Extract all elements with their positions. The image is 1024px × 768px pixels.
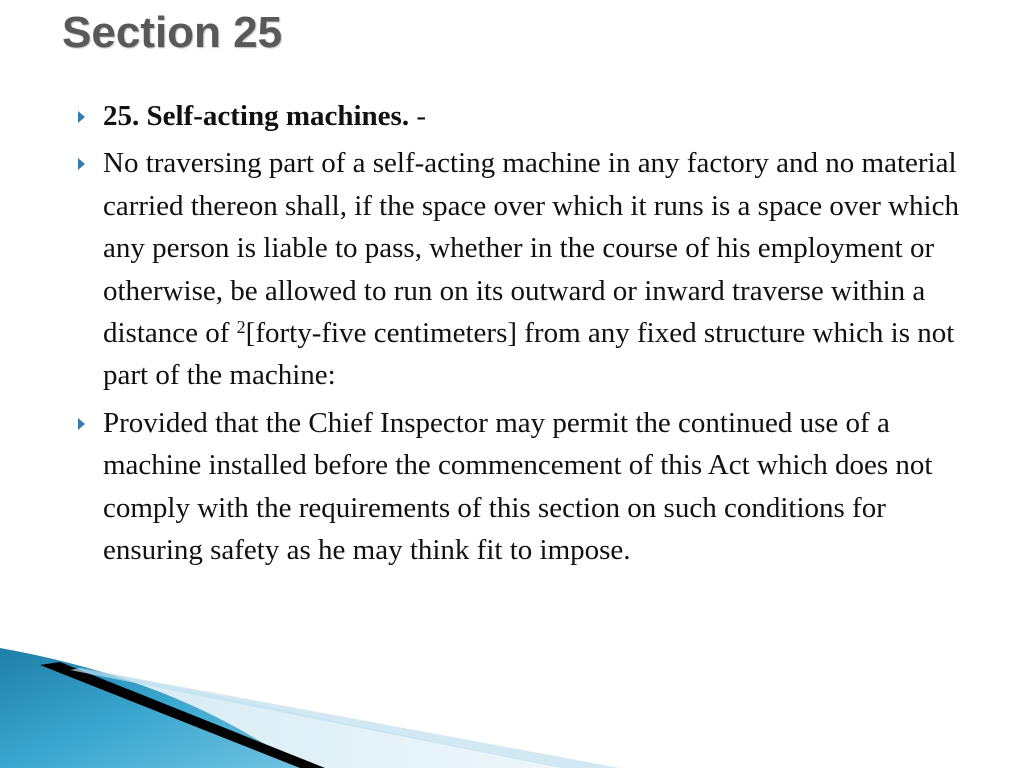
bullet-item-main-rule bbox=[70, 142, 970, 396]
bullet-item-proviso bbox=[70, 402, 970, 572]
bullet-item-section-heading bbox=[70, 95, 970, 137]
triangle-bullet-icon bbox=[78, 418, 85, 430]
proviso-text: Provided that the Chief Inspector may permit the continued use of a machine installed before the commencement of this Act which does not comply with the requirements of this section on such conditions for ensuring safety as he may think fit to impose. bbox=[103, 406, 933, 567]
triangle-bullet-icon bbox=[78, 158, 85, 170]
main-rule-text-continued: [forty-five centimeters] from any fixed structure which is not part of the machine: bbox=[103, 317, 955, 392]
section-heading-text: 25. Self-acting machines. bbox=[103, 100, 410, 132]
main-rule-text: No traversing part of a self-acting machine in any factory and no material carried thereon shall, if the space over which it runs is a space over which any person is liable to pass, whether in the course of his employment or otherwise, be allowed to run on its outward or inward traverse within a distance of bbox=[103, 147, 959, 350]
footnote-reference: 2 bbox=[236, 317, 246, 338]
triangle-bullet-icon bbox=[78, 111, 85, 123]
corner-swoosh-decoration bbox=[0, 640, 1024, 768]
section-heading-dash: - bbox=[409, 100, 427, 132]
slide-title: Section 25 bbox=[62, 8, 283, 57]
bullet-list bbox=[70, 95, 970, 576]
